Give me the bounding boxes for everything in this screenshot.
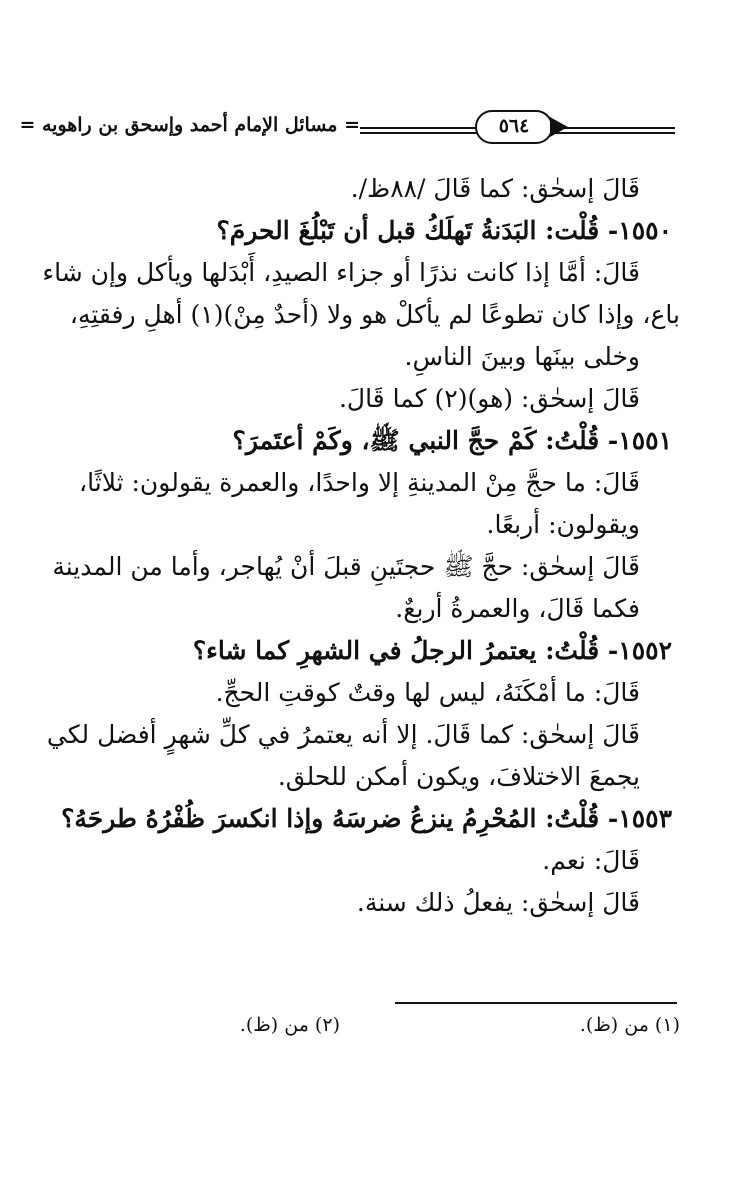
question-heading: ١٥٥٢- قُلْتُ: يعتمرُ الرجلُ في الشهرِ كما شاء؟ — [192, 636, 672, 665]
header-rule-right-top — [553, 127, 675, 129]
page-header — [19, 108, 675, 148]
text-line: قَالَ إسحٰق: حجَّ ﷺ حجتَينِ قبلَ أنْ يُهاجر، وأما من المدينة — [52, 552, 640, 581]
footnote-2: (٢) من (ظ). — [239, 1014, 340, 1036]
body-text — [42, 168, 680, 924]
text-line: قَالَ إسحٰق: كما قَالَ /٨٨ظ/. — [350, 174, 640, 203]
question-heading: ١٥٥٠- قُلْت: البَدَنةُ تَهلَكُ قبل أن تَبْلُغَ الحرمَ؟ — [216, 216, 672, 245]
header-rule-right-bottom — [553, 132, 675, 134]
text-line: قَالَ: نعم. — [542, 846, 640, 875]
text-line: قَالَ: ما حجَّ مِنْ المدينةِ إلا واحدًا، والعمرة يقولون: ثلاثًا، — [79, 468, 640, 497]
text-line: قَالَ: ما أمْكَنَهُ، ليس لها وقتٌ كوقتِ الحجِّ. — [215, 678, 640, 707]
running-title: = مسائل الإمام أحمد وإسحق بن راهويه = — [19, 114, 360, 136]
text-line: باع، وإذا كان تطوعًا لم يأكلْ هو ولا (أحدٌ مِنْ)(١) أهلِ رفقتِهِ، — [69, 300, 680, 329]
question-heading: ١٥٥٣- قُلْتُ: المُحْرِمُ ينزعُ ضرسَهُ وإذا انكسرَ ظُفْرُهُ طرحَهُ؟ — [61, 804, 672, 833]
footnote-rule — [395, 1002, 677, 1004]
text-line: يجمعَ الاختلافَ، ويكون أمكن للحلق. — [277, 762, 640, 791]
text-line: فكما قَالَ، والعمرةُ أربعٌ. — [395, 594, 640, 623]
text-line: قَالَ: أمَّا إذا كانت نذرًا أو جزاء الصيدِ، أَبْدَلها ويأكل وإن شاء — [42, 258, 640, 287]
text-line: وخلى بينَها وبينَ الناسِ. — [404, 342, 640, 371]
text-line: ويقولون: أربعًا. — [486, 510, 640, 539]
question-heading: ١٥٥١- قُلْتُ: كَمْ حجَّ النبي ﷺ، وكَمْ أعتَمرَ؟ — [232, 426, 672, 455]
footnote-1: (١) من (ظ). — [579, 1014, 680, 1036]
page-number: ٥٦٤ — [475, 110, 553, 144]
text-line: قَالَ إسحٰق: (هو)(٢) كما قَالَ. — [338, 384, 640, 413]
text-line: قَالَ إسحٰق: كما قَالَ. إلا أنه يعتمرُ في كلِّ شهرٍ أفضل لكي — [46, 720, 640, 749]
text-line: قَالَ إسحٰق: يفعلُ ذلك سنة. — [356, 888, 640, 917]
